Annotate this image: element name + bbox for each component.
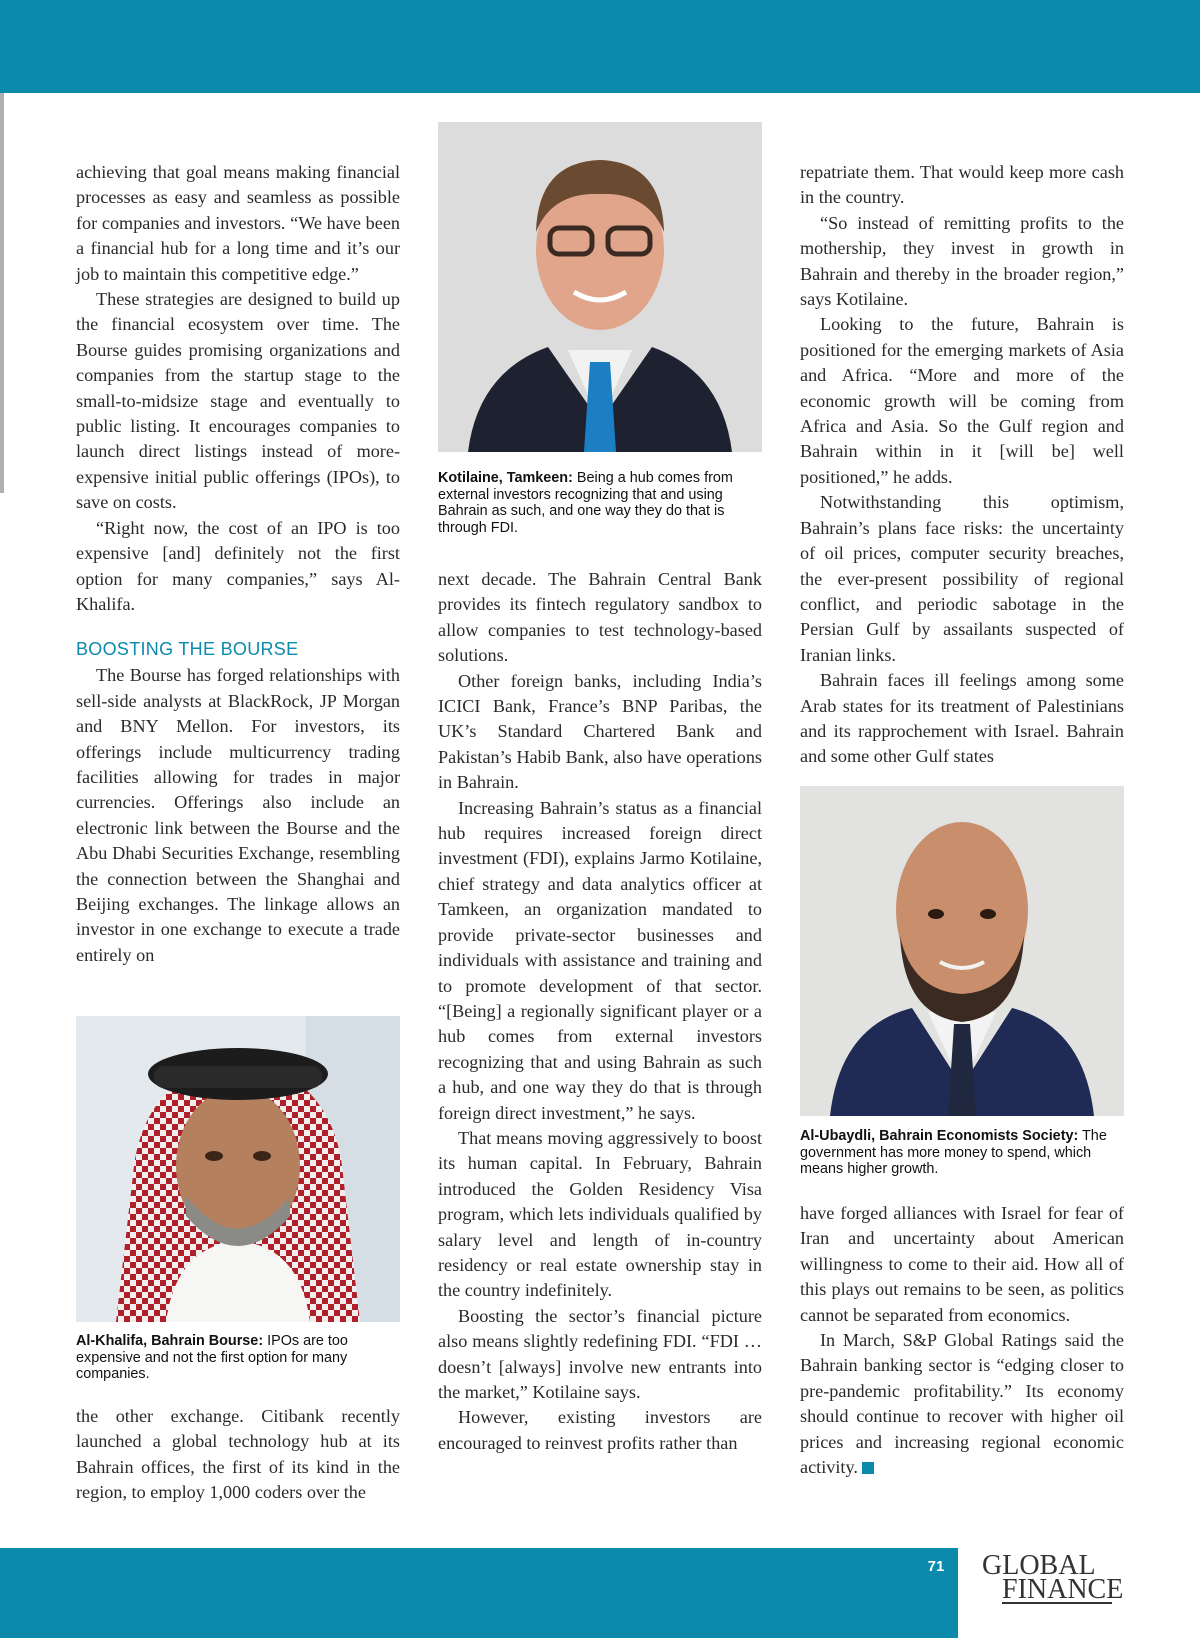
caption-name: Kotilaine, Tamkeen: <box>438 470 573 486</box>
body-paragraph: Increasing Bahrain’s status as a financial hub requires increased foreign direct investment (FDI), explains Jarmo Kotilaine, chief strategy and data analytics officer at Tamkeen, an organization mandated to provide private-sector businesses and individuals with assistance and training and to promote development of that sector. “[Being] a regionally significant player or a hub comes from external investors recognizing that and using Bahrain as such a hub, and one way they do that is through foreign direct investment,” he says. <box>438 797 762 1123</box>
section-heading: BOOSTING THE BOURSE <box>76 639 299 660</box>
body-paragraph: Boosting the sector’s financial picture also means slightly redefining FDI. “FDI … doesn’t [always] involve new entrants into the market,” Kotilaine says. <box>438 1305 762 1402</box>
end-of-article-square-icon <box>862 1462 874 1474</box>
column-3-bottom <box>800 1201 1124 1480</box>
photo-al-khalifa <box>76 1016 400 1322</box>
photo-caption-al-ubaydli <box>800 1128 1130 1178</box>
caption-text: The government has more money to spend, which means higher growth. <box>800 1128 1107 1177</box>
body-paragraph: That means moving aggressively to boost its human capital. In February, Bahrain introduced the Golden Residency Visa program, which lets individuals qualified by salary level and length of in-country residency or real estate ownership stay in the country indefinitely. <box>438 1127 762 1301</box>
body-paragraph: These strategies are designed to build up the financial ecosystem over time. The Bourse guides promising organizations and companies from the startup stage to the small-to-midsize stage and eventually to public listing. It encourages companies to launch direct listings instead of more-expensive initial public offerings (IPOs), to save on costs. <box>76 289 400 513</box>
body-paragraph: repatriate them. That would keep more cash in the country. <box>800 162 1124 208</box>
photo-caption-kotilaine <box>438 470 768 536</box>
body-paragraph: Bahrain faces ill feelings among some Arab states for its treatment of Palestinians and its rapprochement with Israel. Bahrain and some other Gulf states <box>800 670 1124 767</box>
body-paragraph: achieving that goal means making financial processes as easy and seamless as possible for companies and investors. “We have been a financial hub for a long time and it’s our job to maintain this competitive edge.” <box>76 162 400 284</box>
photo-al-ubaydli <box>800 786 1124 1116</box>
global-finance-logo <box>982 1550 1132 1605</box>
final-paragraph-text: In March, S&P Global Ratings said the Bahrain banking sector is “edging closer to pre-pandemic profitability.” Its economy should continue to recover with higher oil prices and increasing regional economic activity. <box>800 1330 1124 1478</box>
page-number: 71 <box>927 1558 945 1575</box>
logo-word-global: GLOBAL <box>982 1550 1096 1581</box>
body-paragraph: have forged alliances with Israel for fear of Iran and uncertainty about American willingness to come to their aid. How all of this plays out remains to be seen, as politics cannot be separated from economics. <box>800 1203 1124 1325</box>
body-paragraph: “Right now, the cost of an IPO is too expensive [and] definitely not the first option for many companies,” says Al-Khalifa. <box>76 517 400 614</box>
body-paragraph: the other exchange. Citibank recently launched a global technology hub at its Bahrain offices, the first of its kind in the region, to employ 1,000 coders over the <box>76 1406 400 1503</box>
photo-kotilaine <box>438 122 762 452</box>
body-paragraph: Other foreign banks, including India’s ICICI Bank, France’s BNP Paribas, the UK’s Standard Chartered Bank and Pakistan’s Habib Bank, also have operations in Bahrain. <box>438 670 762 793</box>
column-2 <box>438 567 762 1456</box>
top-header-bar <box>0 0 1200 93</box>
body-paragraph: Notwithstanding this optimism, Bahrain’s plans face risks: the uncertainty of oil prices, computer security breaches, the ever-present possibility of regional conflict, and periodic sabotage in the Persian Gulf by assailants suspected of Iranian links. <box>800 492 1124 665</box>
body-paragraph: “So instead of remitting profits to the mothership, they invest in growth in Bahrain and thereby in the broader region,” says Kotilaine. <box>800 212 1124 310</box>
body-paragraph-final <box>800 1328 1124 1480</box>
page-edge-mark <box>0 93 4 493</box>
body-paragraph: Looking to the future, Bahrain is positioned for the emerging markets of Asia and Africa. “More and more of the economic growth will be coming from Africa and Asia. So the Gulf region and Bahrain within in it [will be] well positioned,” he adds. <box>800 314 1124 487</box>
photo-caption-al-khalifa <box>76 1333 406 1383</box>
column-1 <box>76 160 400 968</box>
caption-text: Being a hub comes from external investors recognizing that and using Bahrain as such, and one way they do that is through FDI. <box>438 470 733 536</box>
column-3 <box>800 160 1124 770</box>
caption-name: Al-Khalifa, Bahrain Bourse: <box>76 1333 264 1349</box>
logo-word-finance: FINANCE <box>1002 1574 1124 1605</box>
column-1-bottom <box>76 1404 400 1506</box>
caption-text: IPOs are too expensive and not the first option for many companies. <box>76 1333 348 1382</box>
body-paragraph: The Bourse has forged relationships with sell-side analysts at BlackRock, JP Morgan and BNY Mellon. For investors, its offerings include multicurrency trading facilities allowing for trades in major currencies. Offerings also include an electronic link between the Bourse and the Abu Dhabi Securities Exchange, resembling the connection between the Shanghai and Beijing exchanges. The linkage allows an investor in one exchange to execute a trade entirely on <box>76 665 400 965</box>
caption-name: Al-Ubaydli, Bahrain Economists Society: <box>800 1128 1079 1144</box>
body-paragraph: next decade. The Bahrain Central Bank provides its fintech regulatory sandbox to allow companies to test technology-based solutions. <box>438 569 762 666</box>
body-paragraph: However, existing investors are encouraged to reinvest profits rather than <box>438 1407 762 1453</box>
